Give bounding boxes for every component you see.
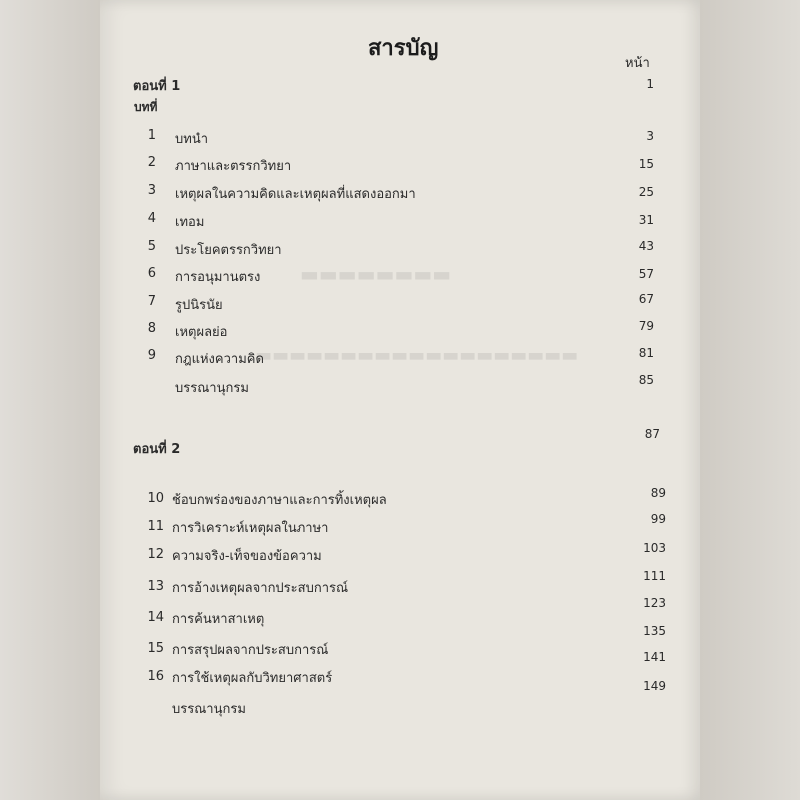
entry-number: 7 — [147, 294, 156, 309]
entry-page: 57 — [638, 267, 654, 281]
entry-title: เหตุผลในความคิดและเหตุผลที่แสดงออกมา — [175, 187, 416, 202]
entry-page: 3 — [646, 129, 654, 143]
entry-number: 2 — [147, 155, 156, 170]
part-2-page: 87 — [644, 427, 660, 441]
entry-page: 89 — [650, 486, 666, 500]
entry-title: เหตุผลย่อ — [175, 325, 228, 340]
entry-number: 10 — [147, 491, 164, 506]
entry-title: กฎแห่งความคิด — [175, 352, 264, 367]
entry-title: รูปนิรนัย — [175, 298, 223, 313]
entry-page: 25 — [638, 185, 654, 199]
entry-title: ความจริง-เท็จของข้อความ — [172, 549, 322, 564]
entry-number: 3 — [147, 183, 156, 198]
entry-page: 85 — [638, 373, 654, 387]
entry-title: การอ้างเหตุผลจากประสบการณ์ — [172, 581, 349, 596]
entry-page: 111 — [643, 569, 666, 583]
part-1-page: 1 — [646, 77, 654, 91]
background-left — [0, 0, 100, 800]
entry-page: 99 — [650, 512, 666, 526]
entry-page: 141 — [643, 650, 666, 664]
entry-title: การวิเคราะห์เหตุผลในภาษา — [172, 521, 329, 536]
page-column-label: หน้า — [625, 56, 650, 71]
part-1-label: ตอนที่ 1 — [133, 79, 181, 94]
entry-number: 14 — [147, 610, 164, 625]
entry-page: 31 — [638, 213, 654, 227]
entry-page: 67 — [638, 292, 654, 306]
entry-page: 135 — [643, 624, 666, 638]
entry-page: 149 — [643, 679, 666, 693]
entry-title: บรรณานุกรม — [175, 381, 249, 396]
entry-title: การอนุมานตรง — [175, 270, 261, 285]
entry-number: 11 — [147, 519, 164, 534]
entry-title: ภาษาและตรรกวิทยา — [175, 159, 292, 174]
entry-number: 1 — [147, 128, 156, 143]
entry-page: 43 — [638, 239, 654, 253]
entry-number: 4 — [147, 211, 156, 226]
entry-page: 103 — [643, 541, 666, 555]
entry-page: 123 — [643, 596, 666, 610]
entry-page: 15 — [638, 157, 654, 171]
entry-number: 12 — [147, 547, 164, 562]
bleed-through-mark: ▬▬▬▬▬▬▬▬▬▬▬▬▬▬▬▬▬▬▬ — [255, 345, 579, 366]
entry-title: บรรณานุกรม — [172, 702, 246, 717]
entry-title: ประโยคตรรกวิทยา — [175, 243, 282, 258]
bleed-through-mark: ▬▬▬▬▬▬▬▬ — [300, 262, 452, 286]
chapter-column-label: บทที่ — [134, 100, 158, 114]
entry-page: 79 — [638, 319, 654, 333]
entry-title: การใช้เหตุผลกับวิทยาศาสตร์ — [172, 671, 333, 686]
entry-title: การสรุปผลจากประสบการณ์ — [172, 643, 329, 658]
entry-number: 8 — [147, 321, 156, 336]
entry-page: 81 — [638, 346, 654, 360]
entry-number: 9 — [147, 348, 156, 363]
part-2-label: ตอนที่ 2 — [133, 442, 181, 457]
entry-title: เทอม — [175, 215, 205, 230]
background-right — [700, 0, 800, 800]
entry-title: การค้นหาสาเหตุ — [172, 612, 265, 627]
page-title: สารบัญ — [368, 36, 439, 61]
entry-title: บทนำ — [175, 132, 209, 147]
entry-number: 15 — [147, 641, 164, 656]
entry-number: 13 — [147, 579, 164, 594]
entry-number: 5 — [147, 239, 156, 254]
entry-number: 6 — [147, 266, 156, 281]
entry-title: ช้อบกพร่องของภาษาและการทิ้งเหตุผล — [172, 493, 387, 508]
entry-number: 16 — [147, 669, 164, 684]
